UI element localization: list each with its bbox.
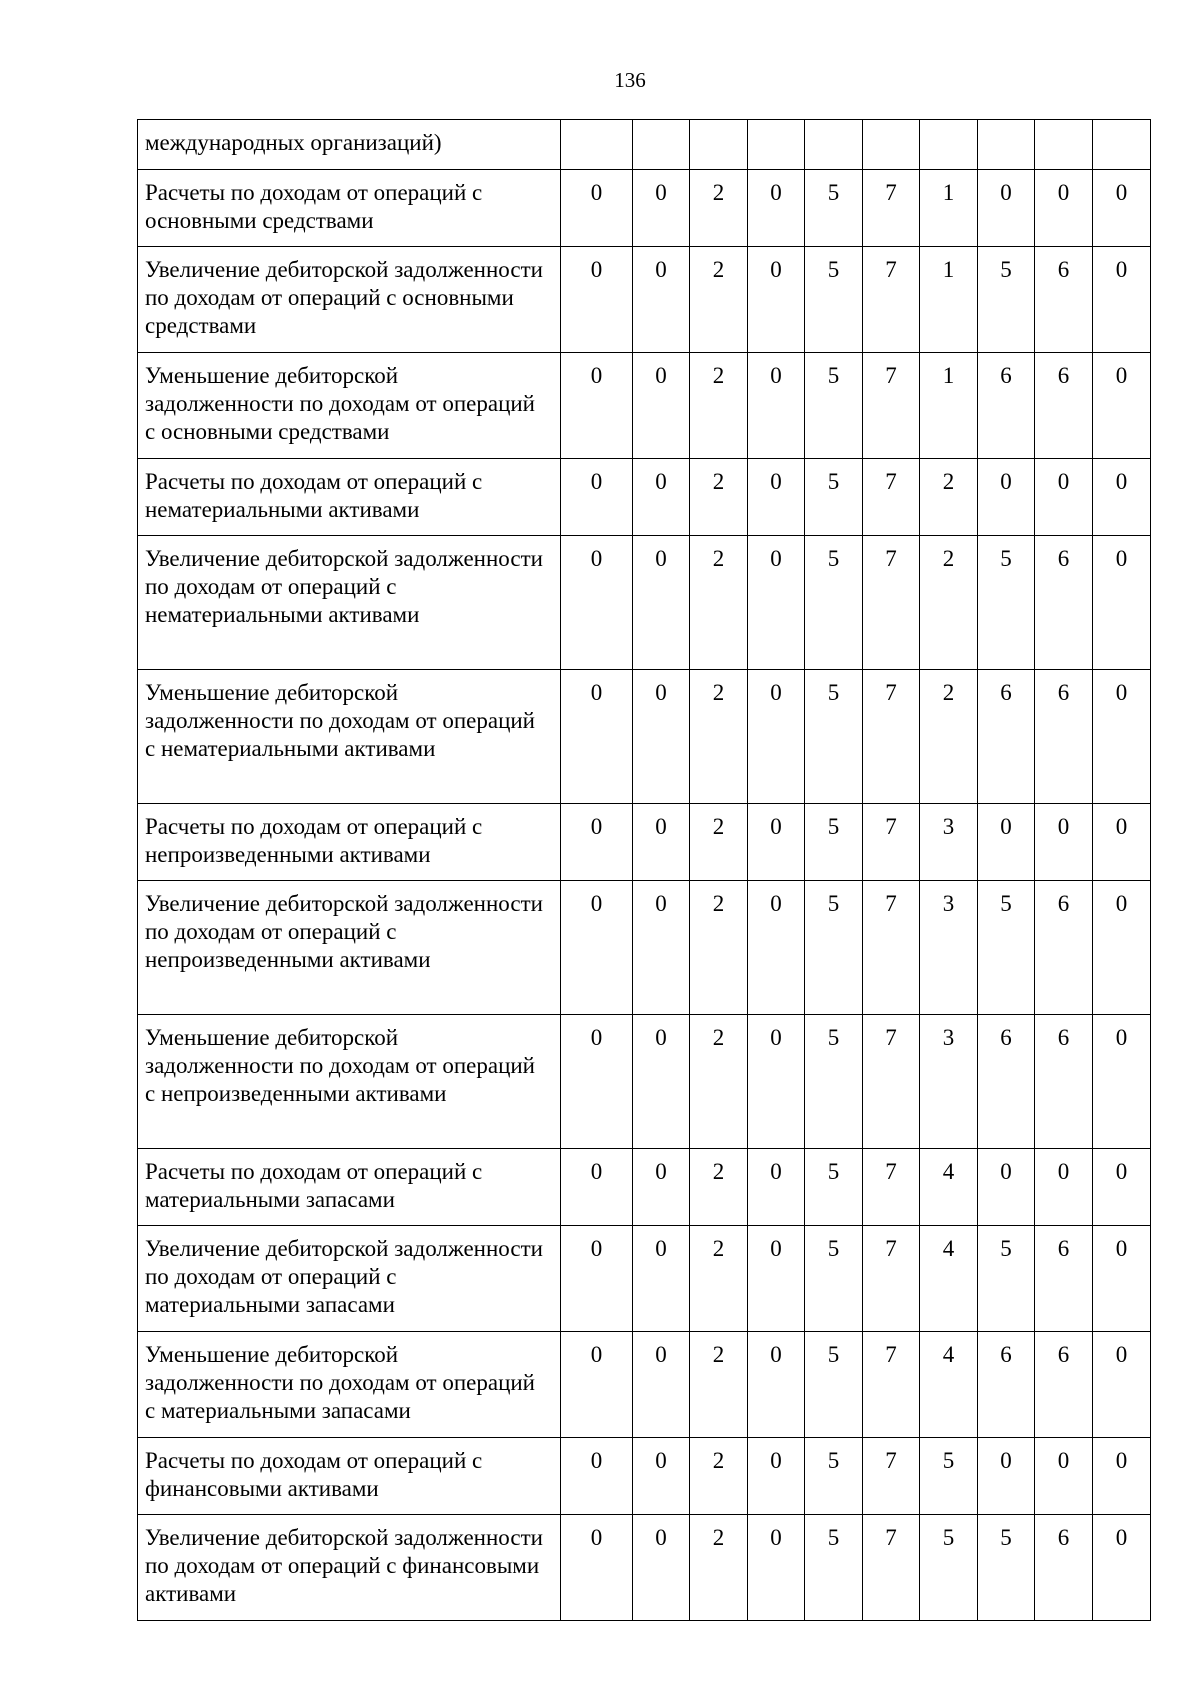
account-name-cell: Расчеты по доходам от операций с непроизведенными активами <box>138 804 561 881</box>
code-digit-cell: 0 <box>1035 1438 1093 1515</box>
code-digit-cell: 0 <box>978 1149 1035 1226</box>
code-digit-cell: 0 <box>978 459 1035 536</box>
code-digit-cell: 7 <box>863 804 920 881</box>
code-digit-cell: 0 <box>1035 170 1093 247</box>
code-digit-cell: 0 <box>633 670 690 804</box>
code-digit-cell: 0 <box>1093 170 1151 247</box>
code-digit-cell: 0 <box>748 1515 805 1621</box>
code-digit-cell: 0 <box>561 1438 633 1515</box>
code-digit-cell: 2 <box>920 670 978 804</box>
code-digit-cell: 5 <box>805 247 863 353</box>
code-digit-cell: 3 <box>920 1015 978 1149</box>
code-digit-cell: 0 <box>1093 247 1151 353</box>
code-digit-cell: 0 <box>748 1226 805 1332</box>
table-row <box>138 170 1151 247</box>
code-digit-cell: 2 <box>690 459 748 536</box>
code-digit-cell: 6 <box>1035 536 1093 670</box>
code-digit-cell <box>863 120 920 170</box>
code-digit-cell: 5 <box>805 670 863 804</box>
code-digit-cell: 5 <box>978 1515 1035 1621</box>
code-digit-cell: 0 <box>561 536 633 670</box>
code-digit-cell: 7 <box>863 1015 920 1149</box>
code-digit-cell: 2 <box>690 881 748 1015</box>
code-digit-cell: 0 <box>633 459 690 536</box>
code-digit-cell: 1 <box>920 247 978 353</box>
code-digit-cell: 0 <box>561 170 633 247</box>
code-digit-cell: 5 <box>805 353 863 459</box>
code-digit-cell: 5 <box>805 1149 863 1226</box>
code-digit-cell: 2 <box>690 536 748 670</box>
code-digit-cell: 5 <box>805 804 863 881</box>
account-name-cell: Расчеты по доходам от операций с финансовыми активами <box>138 1438 561 1515</box>
code-digit-cell: 2 <box>690 804 748 881</box>
code-digit-cell: 0 <box>748 881 805 1015</box>
code-digit-cell: 0 <box>748 1015 805 1149</box>
account-name-cell: Уменьшение дебиторской задолженности по доходам от операций с основными средствами <box>138 353 561 459</box>
code-digit-cell: 2 <box>690 670 748 804</box>
code-digit-cell: 1 <box>920 353 978 459</box>
code-digit-cell: 5 <box>805 1438 863 1515</box>
code-digit-cell: 7 <box>863 1332 920 1438</box>
code-digit-cell: 0 <box>1035 804 1093 881</box>
code-digit-cell: 5 <box>920 1438 978 1515</box>
account-name-cell: Увеличение дебиторской задолженности по доходам от операций с финансовыми активами <box>138 1515 561 1621</box>
code-digit-cell: 7 <box>863 1226 920 1332</box>
code-digit-cell: 2 <box>690 1226 748 1332</box>
code-digit-cell: 6 <box>1035 1515 1093 1621</box>
code-digit-cell: 3 <box>920 804 978 881</box>
account-name-cell: Уменьшение дебиторской задолженности по доходам от операций с непроизведенными активами <box>138 1015 561 1149</box>
code-digit-cell <box>920 120 978 170</box>
code-digit-cell: 0 <box>633 353 690 459</box>
account-name-cell: Увеличение дебиторской задолженности по доходам от операций с непроизведенными активами <box>138 881 561 1015</box>
code-digit-cell: 3 <box>920 881 978 1015</box>
code-digit-cell: 5 <box>805 881 863 1015</box>
table-row <box>138 247 1151 353</box>
account-name-cell: Увеличение дебиторской задолженности по доходам от операций с материальными запасами <box>138 1226 561 1332</box>
page-number: 136 <box>614 68 646 92</box>
code-digit-cell: 6 <box>978 670 1035 804</box>
code-digit-cell: 5 <box>805 536 863 670</box>
code-digit-cell: 0 <box>1093 1149 1151 1226</box>
code-digit-cell: 0 <box>748 536 805 670</box>
code-digit-cell: 0 <box>748 353 805 459</box>
table-row <box>138 1226 1151 1332</box>
code-digit-cell: 5 <box>805 1015 863 1149</box>
code-digit-cell: 0 <box>561 1015 633 1149</box>
code-digit-cell <box>1035 120 1093 170</box>
code-digit-cell: 0 <box>633 1015 690 1149</box>
code-digit-cell: 0 <box>561 1515 633 1621</box>
code-digit-cell: 7 <box>863 247 920 353</box>
table-row <box>138 804 1151 881</box>
table-row <box>138 670 1151 804</box>
code-digit-cell: 6 <box>978 353 1035 459</box>
code-digit-cell: 0 <box>633 1226 690 1332</box>
table-row <box>138 1015 1151 1149</box>
code-digit-cell: 2 <box>690 1332 748 1438</box>
code-digit-cell: 0 <box>561 1332 633 1438</box>
code-digit-cell: 0 <box>748 170 805 247</box>
code-digit-cell: 0 <box>978 804 1035 881</box>
code-digit-cell: 0 <box>633 247 690 353</box>
table-row <box>138 120 1151 170</box>
code-digit-cell <box>748 120 805 170</box>
code-digit-cell: 2 <box>690 1438 748 1515</box>
code-digit-cell: 0 <box>748 1438 805 1515</box>
code-digit-cell: 0 <box>1093 459 1151 536</box>
account-name-cell: Увеличение дебиторской задолженности по доходам от операций с основными средствами <box>138 247 561 353</box>
code-digit-cell: 0 <box>561 804 633 881</box>
code-digit-cell: 5 <box>978 1226 1035 1332</box>
code-digit-cell: 0 <box>748 804 805 881</box>
code-digit-cell: 0 <box>633 1149 690 1226</box>
table-row <box>138 1332 1151 1438</box>
code-digit-cell: 4 <box>920 1149 978 1226</box>
code-digit-cell: 7 <box>863 459 920 536</box>
account-name-cell: Расчеты по доходам от операций с основными средствами <box>138 170 561 247</box>
code-digit-cell: 0 <box>748 1332 805 1438</box>
code-digit-cell: 6 <box>1035 1015 1093 1149</box>
code-digit-cell: 5 <box>805 459 863 536</box>
code-digit-cell: 6 <box>1035 247 1093 353</box>
code-digit-cell: 0 <box>1093 804 1151 881</box>
account-name-cell: Уменьшение дебиторской задолженности по доходам от операций с нематериальными активами <box>138 670 561 804</box>
code-digit-cell: 0 <box>1093 1438 1151 1515</box>
table-row <box>138 353 1151 459</box>
code-digit-cell: 0 <box>1035 459 1093 536</box>
table-row <box>138 881 1151 1015</box>
code-digit-cell: 5 <box>978 247 1035 353</box>
code-digit-cell <box>561 120 633 170</box>
table-row <box>138 1149 1151 1226</box>
code-digit-cell: 0 <box>978 1438 1035 1515</box>
code-digit-cell: 7 <box>863 170 920 247</box>
code-digit-cell: 0 <box>1093 1226 1151 1332</box>
code-digit-cell: 0 <box>748 1149 805 1226</box>
account-name-cell: Уменьшение дебиторской задолженности по доходам от операций с материальными запасами <box>138 1332 561 1438</box>
table-row <box>138 459 1151 536</box>
code-digit-cell: 0 <box>633 881 690 1015</box>
account-name-cell: Расчеты по доходам от операций с материальными запасами <box>138 1149 561 1226</box>
code-digit-cell: 0 <box>633 804 690 881</box>
code-digit-cell: 6 <box>1035 1226 1093 1332</box>
code-digit-cell: 0 <box>748 670 805 804</box>
code-digit-cell: 6 <box>1035 1332 1093 1438</box>
code-digit-cell: 2 <box>690 247 748 353</box>
code-digit-cell <box>633 120 690 170</box>
code-digit-cell: 0 <box>633 1332 690 1438</box>
code-digit-cell <box>690 120 748 170</box>
code-digit-cell: 0 <box>1093 353 1151 459</box>
code-digit-cell: 0 <box>561 881 633 1015</box>
code-digit-cell: 1 <box>920 170 978 247</box>
code-digit-cell: 2 <box>920 536 978 670</box>
code-digit-cell: 5 <box>920 1515 978 1621</box>
code-digit-cell: 6 <box>1035 881 1093 1015</box>
accounts-table-body <box>138 120 1151 1621</box>
code-digit-cell: 0 <box>1093 670 1151 804</box>
code-digit-cell: 6 <box>1035 353 1093 459</box>
code-digit-cell: 2 <box>690 170 748 247</box>
table-row <box>138 1438 1151 1515</box>
code-digit-cell: 2 <box>690 1149 748 1226</box>
code-digit-cell: 7 <box>863 670 920 804</box>
code-digit-cell: 7 <box>863 881 920 1015</box>
code-digit-cell: 2 <box>920 459 978 536</box>
code-digit-cell: 5 <box>805 1332 863 1438</box>
code-digit-cell: 6 <box>978 1015 1035 1149</box>
account-name-cell: Расчеты по доходам от операций с нематериальными активами <box>138 459 561 536</box>
table-row <box>138 1515 1151 1621</box>
code-digit-cell <box>978 120 1035 170</box>
code-digit-cell: 0 <box>561 247 633 353</box>
code-digit-cell: 0 <box>633 536 690 670</box>
code-digit-cell <box>805 120 863 170</box>
accounts-table <box>137 119 1151 1621</box>
code-digit-cell: 0 <box>561 459 633 536</box>
code-digit-cell: 0 <box>1093 1332 1151 1438</box>
code-digit-cell: 2 <box>690 1015 748 1149</box>
code-digit-cell: 0 <box>1093 1015 1151 1149</box>
table-row <box>138 536 1151 670</box>
code-digit-cell: 0 <box>1093 881 1151 1015</box>
code-digit-cell: 7 <box>863 1515 920 1621</box>
code-digit-cell: 5 <box>978 881 1035 1015</box>
account-name-cell: международных организаций) <box>138 120 561 170</box>
code-digit-cell: 0 <box>561 670 633 804</box>
code-digit-cell: 5 <box>805 1226 863 1332</box>
code-digit-cell: 2 <box>690 353 748 459</box>
code-digit-cell: 2 <box>690 1515 748 1621</box>
code-digit-cell: 6 <box>1035 670 1093 804</box>
code-digit-cell: 0 <box>748 247 805 353</box>
code-digit-cell <box>1093 120 1151 170</box>
code-digit-cell: 5 <box>978 536 1035 670</box>
code-digit-cell: 0 <box>561 1149 633 1226</box>
code-digit-cell: 5 <box>805 1515 863 1621</box>
code-digit-cell: 7 <box>863 353 920 459</box>
code-digit-cell: 0 <box>633 1438 690 1515</box>
code-digit-cell: 0 <box>1035 1149 1093 1226</box>
code-digit-cell: 7 <box>863 536 920 670</box>
code-digit-cell: 0 <box>561 1226 633 1332</box>
code-digit-cell: 0 <box>978 170 1035 247</box>
code-digit-cell: 0 <box>1093 536 1151 670</box>
code-digit-cell: 6 <box>978 1332 1035 1438</box>
code-digit-cell: 7 <box>863 1438 920 1515</box>
account-name-cell: Увеличение дебиторской задолженности по доходам от операций с нематериальными активами <box>138 536 561 670</box>
code-digit-cell: 0 <box>633 1515 690 1621</box>
code-digit-cell: 4 <box>920 1226 978 1332</box>
code-digit-cell: 0 <box>561 353 633 459</box>
code-digit-cell: 7 <box>863 1149 920 1226</box>
code-digit-cell: 0 <box>1093 1515 1151 1621</box>
code-digit-cell: 0 <box>633 170 690 247</box>
code-digit-cell: 0 <box>748 459 805 536</box>
code-digit-cell: 5 <box>805 170 863 247</box>
code-digit-cell: 4 <box>920 1332 978 1438</box>
